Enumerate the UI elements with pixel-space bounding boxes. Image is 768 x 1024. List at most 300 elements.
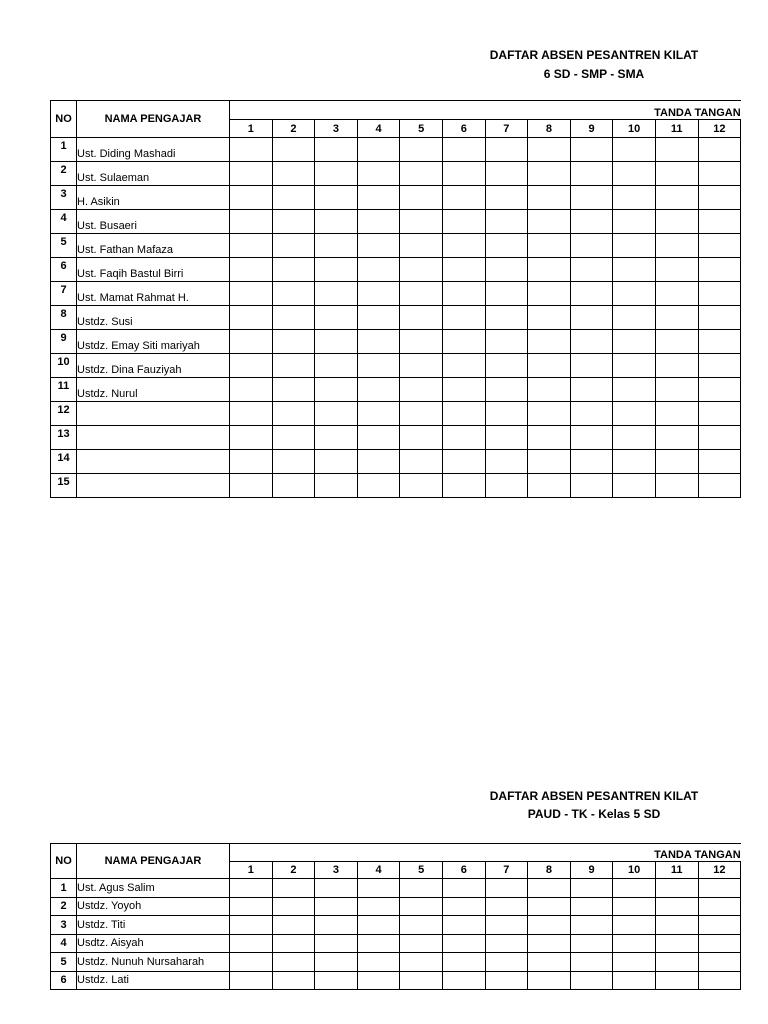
signature-cell	[230, 402, 273, 426]
signature-cell	[655, 258, 698, 282]
row-number: 4	[51, 210, 77, 234]
signature-cell	[400, 953, 443, 972]
signature-cell	[613, 934, 656, 953]
signature-cell	[442, 934, 485, 953]
signature-cell	[442, 306, 485, 330]
header-row	[51, 101, 741, 120]
signature-cell	[528, 426, 571, 450]
signature-cell	[442, 162, 485, 186]
session-column-header: 3	[315, 120, 358, 138]
signature-cell	[698, 474, 741, 498]
signature-cell	[698, 971, 741, 990]
signature-cell	[357, 916, 400, 935]
session-column-header: 7	[485, 862, 528, 879]
signature-cell	[230, 378, 273, 402]
signature-cell	[400, 210, 443, 234]
signature-cell	[613, 916, 656, 935]
signature-cell	[272, 897, 315, 916]
signature-cell	[528, 474, 571, 498]
teacher-name: Ustdz. Titi	[77, 916, 230, 935]
signature-cell	[357, 234, 400, 258]
session-column-header: 11	[655, 120, 698, 138]
signature-cell	[613, 234, 656, 258]
table-row	[51, 282, 741, 306]
signature-cell	[357, 306, 400, 330]
signature-header: TANDA TANGAN	[230, 101, 741, 120]
row-number: 5	[51, 953, 77, 972]
signature-cell	[570, 210, 613, 234]
signature-cell	[230, 916, 273, 935]
signature-cell	[272, 162, 315, 186]
signature-cell	[230, 354, 273, 378]
signature-cell	[442, 450, 485, 474]
signature-cell	[528, 138, 571, 162]
teacher-name: Ust. Sulaeman	[77, 162, 230, 186]
signature-cell	[698, 186, 741, 210]
attendance-table-2	[50, 843, 741, 990]
signature-cell	[655, 474, 698, 498]
signature-cell	[613, 138, 656, 162]
signature-cell	[613, 879, 656, 898]
signature-cell	[698, 879, 741, 898]
signature-cell	[442, 897, 485, 916]
signature-cell	[485, 234, 528, 258]
signature-cell	[272, 378, 315, 402]
signature-cell	[400, 258, 443, 282]
signature-cell	[570, 916, 613, 935]
signature-cell	[357, 897, 400, 916]
signature-cell	[357, 354, 400, 378]
signature-cell	[230, 234, 273, 258]
signature-cell	[655, 354, 698, 378]
teacher-name	[77, 450, 230, 474]
signature-cell	[272, 234, 315, 258]
session-column-header: 6	[442, 120, 485, 138]
no-header: NO	[51, 101, 77, 138]
signature-cell	[485, 258, 528, 282]
session-column-header: 7	[485, 120, 528, 138]
signature-cell	[485, 210, 528, 234]
signature-cell	[315, 258, 358, 282]
row-number: 4	[51, 934, 77, 953]
signature-cell	[442, 234, 485, 258]
signature-cell	[357, 934, 400, 953]
signature-cell	[570, 330, 613, 354]
row-number: 5	[51, 234, 77, 258]
header-row	[51, 844, 741, 862]
signature-cell	[485, 282, 528, 306]
signature-cell	[528, 354, 571, 378]
signature-cell	[357, 450, 400, 474]
session-column-header: 4	[357, 120, 400, 138]
signature-cell	[485, 186, 528, 210]
session-column-header: 8	[528, 862, 571, 879]
teacher-name: Ust. Agus Salim	[77, 879, 230, 898]
teacher-name: Ust. Faqih Bastul Birri	[77, 258, 230, 282]
signature-cell	[570, 971, 613, 990]
signature-cell	[655, 210, 698, 234]
signature-cell	[442, 378, 485, 402]
session-column-header: 10	[613, 862, 656, 879]
signature-cell	[357, 879, 400, 898]
table-row	[51, 138, 741, 162]
signature-cell	[570, 354, 613, 378]
teacher-name: Ustdz. Emay Siti mariyah	[77, 330, 230, 354]
signature-cell	[655, 450, 698, 474]
row-number: 11	[51, 378, 77, 402]
table-row	[51, 916, 741, 935]
signature-cell	[400, 450, 443, 474]
session-column-header: 6	[442, 862, 485, 879]
signature-cell	[272, 210, 315, 234]
signature-cell	[485, 897, 528, 916]
signature-cell	[357, 282, 400, 306]
session-column-header: 5	[400, 120, 443, 138]
signature-cell	[613, 282, 656, 306]
signature-cell	[442, 879, 485, 898]
session-column-header: 9	[570, 120, 613, 138]
signature-cell	[230, 934, 273, 953]
teacher-name: H. Asikin	[77, 186, 230, 210]
signature-cell	[442, 282, 485, 306]
signature-cell	[570, 879, 613, 898]
signature-cell	[315, 306, 358, 330]
signature-cell	[655, 953, 698, 972]
signature-cell	[698, 210, 741, 234]
signature-cell	[613, 953, 656, 972]
signature-cell	[357, 330, 400, 354]
session-column-header: 2	[272, 120, 315, 138]
signature-cell	[698, 162, 741, 186]
section1-title: DAFTAR ABSEN PESANTREN KILAT	[489, 48, 699, 62]
signature-cell	[315, 879, 358, 898]
signature-cell	[528, 916, 571, 935]
row-number: 7	[51, 282, 77, 306]
signature-cell	[400, 354, 443, 378]
signature-cell	[485, 953, 528, 972]
signature-cell	[655, 879, 698, 898]
signature-cell	[400, 897, 443, 916]
signature-cell	[315, 138, 358, 162]
signature-cell	[613, 897, 656, 916]
signature-cell	[698, 258, 741, 282]
signature-cell	[570, 934, 613, 953]
row-number: 13	[51, 426, 77, 450]
signature-cell	[613, 258, 656, 282]
signature-cell	[485, 354, 528, 378]
signature-cell	[528, 210, 571, 234]
signature-cell	[442, 330, 485, 354]
signature-cell	[570, 138, 613, 162]
row-number: 6	[51, 258, 77, 282]
signature-cell	[315, 897, 358, 916]
signature-cell	[230, 474, 273, 498]
table-row	[51, 897, 741, 916]
row-number: 1	[51, 879, 77, 898]
signature-cell	[528, 282, 571, 306]
signature-cell	[315, 450, 358, 474]
signature-cell	[613, 426, 656, 450]
signature-cell	[230, 306, 273, 330]
signature-cell	[230, 426, 273, 450]
signature-cell	[698, 330, 741, 354]
table-row	[51, 330, 741, 354]
session-column-header: 12	[698, 120, 741, 138]
signature-cell	[272, 258, 315, 282]
signature-cell	[357, 138, 400, 162]
signature-cell	[272, 474, 315, 498]
signature-cell	[485, 879, 528, 898]
signature-cell	[272, 934, 315, 953]
row-number: 3	[51, 916, 77, 935]
row-number: 9	[51, 330, 77, 354]
signature-cell	[442, 138, 485, 162]
table-row	[51, 234, 741, 258]
signature-cell	[315, 426, 358, 450]
signature-cell	[272, 426, 315, 450]
session-column-header: 4	[357, 862, 400, 879]
signature-cell	[528, 162, 571, 186]
signature-cell	[272, 138, 315, 162]
teacher-name	[77, 474, 230, 498]
teacher-name: Usdtz. Aisyah	[77, 934, 230, 953]
signature-cell	[613, 162, 656, 186]
signature-cell	[528, 378, 571, 402]
row-number: 8	[51, 306, 77, 330]
signature-cell	[400, 282, 443, 306]
signature-cell	[570, 402, 613, 426]
signature-cell	[613, 971, 656, 990]
signature-cell	[442, 971, 485, 990]
signature-cell	[272, 186, 315, 210]
table-row	[51, 306, 741, 330]
signature-cell	[230, 953, 273, 972]
signature-cell	[485, 306, 528, 330]
signature-cell	[570, 474, 613, 498]
row-number: 10	[51, 354, 77, 378]
signature-cell	[485, 138, 528, 162]
signature-cell	[613, 186, 656, 210]
signature-cell	[272, 306, 315, 330]
signature-cell	[230, 282, 273, 306]
signature-cell	[315, 934, 358, 953]
signature-cell	[528, 971, 571, 990]
signature-cell	[613, 210, 656, 234]
signature-cell	[357, 474, 400, 498]
teacher-name: Ust. Busaeri	[77, 210, 230, 234]
signature-cell	[570, 897, 613, 916]
table-row	[51, 378, 741, 402]
signature-cell	[528, 934, 571, 953]
signature-cell	[315, 916, 358, 935]
session-column-header: 12	[698, 862, 741, 879]
signature-cell	[570, 306, 613, 330]
signature-cell	[655, 282, 698, 306]
signature-cell	[698, 402, 741, 426]
signature-cell	[442, 402, 485, 426]
signature-cell	[230, 162, 273, 186]
row-number: 2	[51, 162, 77, 186]
signature-cell	[613, 330, 656, 354]
signature-cell	[400, 234, 443, 258]
signature-cell	[655, 138, 698, 162]
signature-cell	[655, 378, 698, 402]
signature-cell	[400, 402, 443, 426]
session-column-header: 9	[570, 862, 613, 879]
session-column-header: 8	[528, 120, 571, 138]
signature-cell	[400, 971, 443, 990]
teacher-name: Ustdz. Nurul	[77, 378, 230, 402]
row-number: 12	[51, 402, 77, 426]
signature-cell	[442, 474, 485, 498]
signature-cell	[315, 210, 358, 234]
signature-cell	[272, 916, 315, 935]
signature-cell	[315, 953, 358, 972]
signature-cell	[655, 234, 698, 258]
signature-cell	[655, 916, 698, 935]
signature-cell	[655, 402, 698, 426]
signature-cell	[698, 354, 741, 378]
table-row	[51, 474, 741, 498]
signature-cell	[655, 426, 698, 450]
signature-cell	[528, 234, 571, 258]
table-row	[51, 210, 741, 234]
signature-cell	[315, 971, 358, 990]
row-number: 15	[51, 474, 77, 498]
table-row	[51, 258, 741, 282]
signature-cell	[442, 258, 485, 282]
signature-cell	[442, 916, 485, 935]
signature-cell	[570, 258, 613, 282]
signature-cell	[357, 258, 400, 282]
session-column-header: 11	[655, 862, 698, 879]
signature-cell	[357, 186, 400, 210]
signature-cell	[357, 162, 400, 186]
signature-cell	[230, 897, 273, 916]
signature-cell	[357, 971, 400, 990]
signature-cell	[570, 186, 613, 210]
teacher-name: Ust. Fathan Mafaza	[77, 234, 230, 258]
teacher-name	[77, 426, 230, 450]
signature-cell	[485, 162, 528, 186]
teacher-name: Ust. Diding Mashadi	[77, 138, 230, 162]
signature-cell	[400, 162, 443, 186]
teacher-name: Ustdz. Nunuh Nursaharah	[77, 953, 230, 972]
signature-cell	[485, 426, 528, 450]
signature-cell	[315, 354, 358, 378]
signature-cell	[570, 426, 613, 450]
name-header: NAMA PENGAJAR	[77, 844, 230, 879]
signature-cell	[570, 953, 613, 972]
signature-cell	[570, 378, 613, 402]
signature-cell	[528, 402, 571, 426]
table-row	[51, 186, 741, 210]
session-column-header: 5	[400, 862, 443, 879]
signature-cell	[655, 162, 698, 186]
signature-cell	[698, 953, 741, 972]
signature-cell	[613, 450, 656, 474]
table-row	[51, 402, 741, 426]
row-number: 3	[51, 186, 77, 210]
signature-cell	[613, 306, 656, 330]
signature-cell	[357, 378, 400, 402]
signature-cell	[655, 330, 698, 354]
signature-cell	[400, 330, 443, 354]
signature-cell	[400, 916, 443, 935]
signature-cell	[315, 234, 358, 258]
teacher-name: Ustdz. Susi	[77, 306, 230, 330]
signature-cell	[400, 306, 443, 330]
signature-cell	[655, 897, 698, 916]
section2-subtitle: PAUD - TK - Kelas 5 SD	[527, 807, 661, 821]
signature-cell	[485, 450, 528, 474]
teacher-name: Ustdz. Dina Fauziyah	[77, 354, 230, 378]
signature-cell	[613, 378, 656, 402]
signature-cell	[442, 426, 485, 450]
signature-cell	[655, 186, 698, 210]
signature-cell	[272, 879, 315, 898]
signature-cell	[272, 953, 315, 972]
signature-cell	[698, 234, 741, 258]
signature-cell	[698, 282, 741, 306]
signature-cell	[528, 258, 571, 282]
signature-cell	[400, 426, 443, 450]
signature-cell	[570, 234, 613, 258]
signature-cell	[272, 282, 315, 306]
signature-cell	[698, 306, 741, 330]
signature-cell	[272, 354, 315, 378]
section1-subtitle: 6 SD - SMP - SMA	[543, 67, 645, 81]
signature-cell	[230, 450, 273, 474]
table-row	[51, 162, 741, 186]
section2-title: DAFTAR ABSEN PESANTREN KILAT	[489, 789, 699, 803]
signature-cell	[230, 258, 273, 282]
signature-cell	[315, 330, 358, 354]
signature-cell	[485, 934, 528, 953]
signature-cell	[400, 138, 443, 162]
signature-cell	[315, 474, 358, 498]
signature-cell	[528, 306, 571, 330]
no-header: NO	[51, 844, 77, 879]
signature-cell	[570, 282, 613, 306]
teacher-name: Ustdz. Lati	[77, 971, 230, 990]
signature-cell	[315, 162, 358, 186]
signature-cell	[698, 450, 741, 474]
signature-cell	[272, 402, 315, 426]
signature-cell	[442, 210, 485, 234]
signature-cell	[230, 330, 273, 354]
signature-cell	[442, 186, 485, 210]
signature-cell	[400, 378, 443, 402]
table-row	[51, 879, 741, 898]
signature-cell	[357, 953, 400, 972]
signature-cell	[357, 402, 400, 426]
signature-cell	[698, 934, 741, 953]
attendance-table-1	[50, 100, 741, 498]
signature-cell	[655, 306, 698, 330]
table-row	[51, 971, 741, 990]
signature-cell	[272, 450, 315, 474]
signature-cell	[485, 402, 528, 426]
signature-cell	[400, 879, 443, 898]
name-header: NAMA PENGAJAR	[77, 101, 230, 138]
session-column-header: 1	[230, 120, 273, 138]
table-row	[51, 426, 741, 450]
teacher-name: Ust. Mamat Rahmat H.	[77, 282, 230, 306]
teacher-name	[77, 402, 230, 426]
signature-cell	[315, 282, 358, 306]
signature-cell	[655, 934, 698, 953]
